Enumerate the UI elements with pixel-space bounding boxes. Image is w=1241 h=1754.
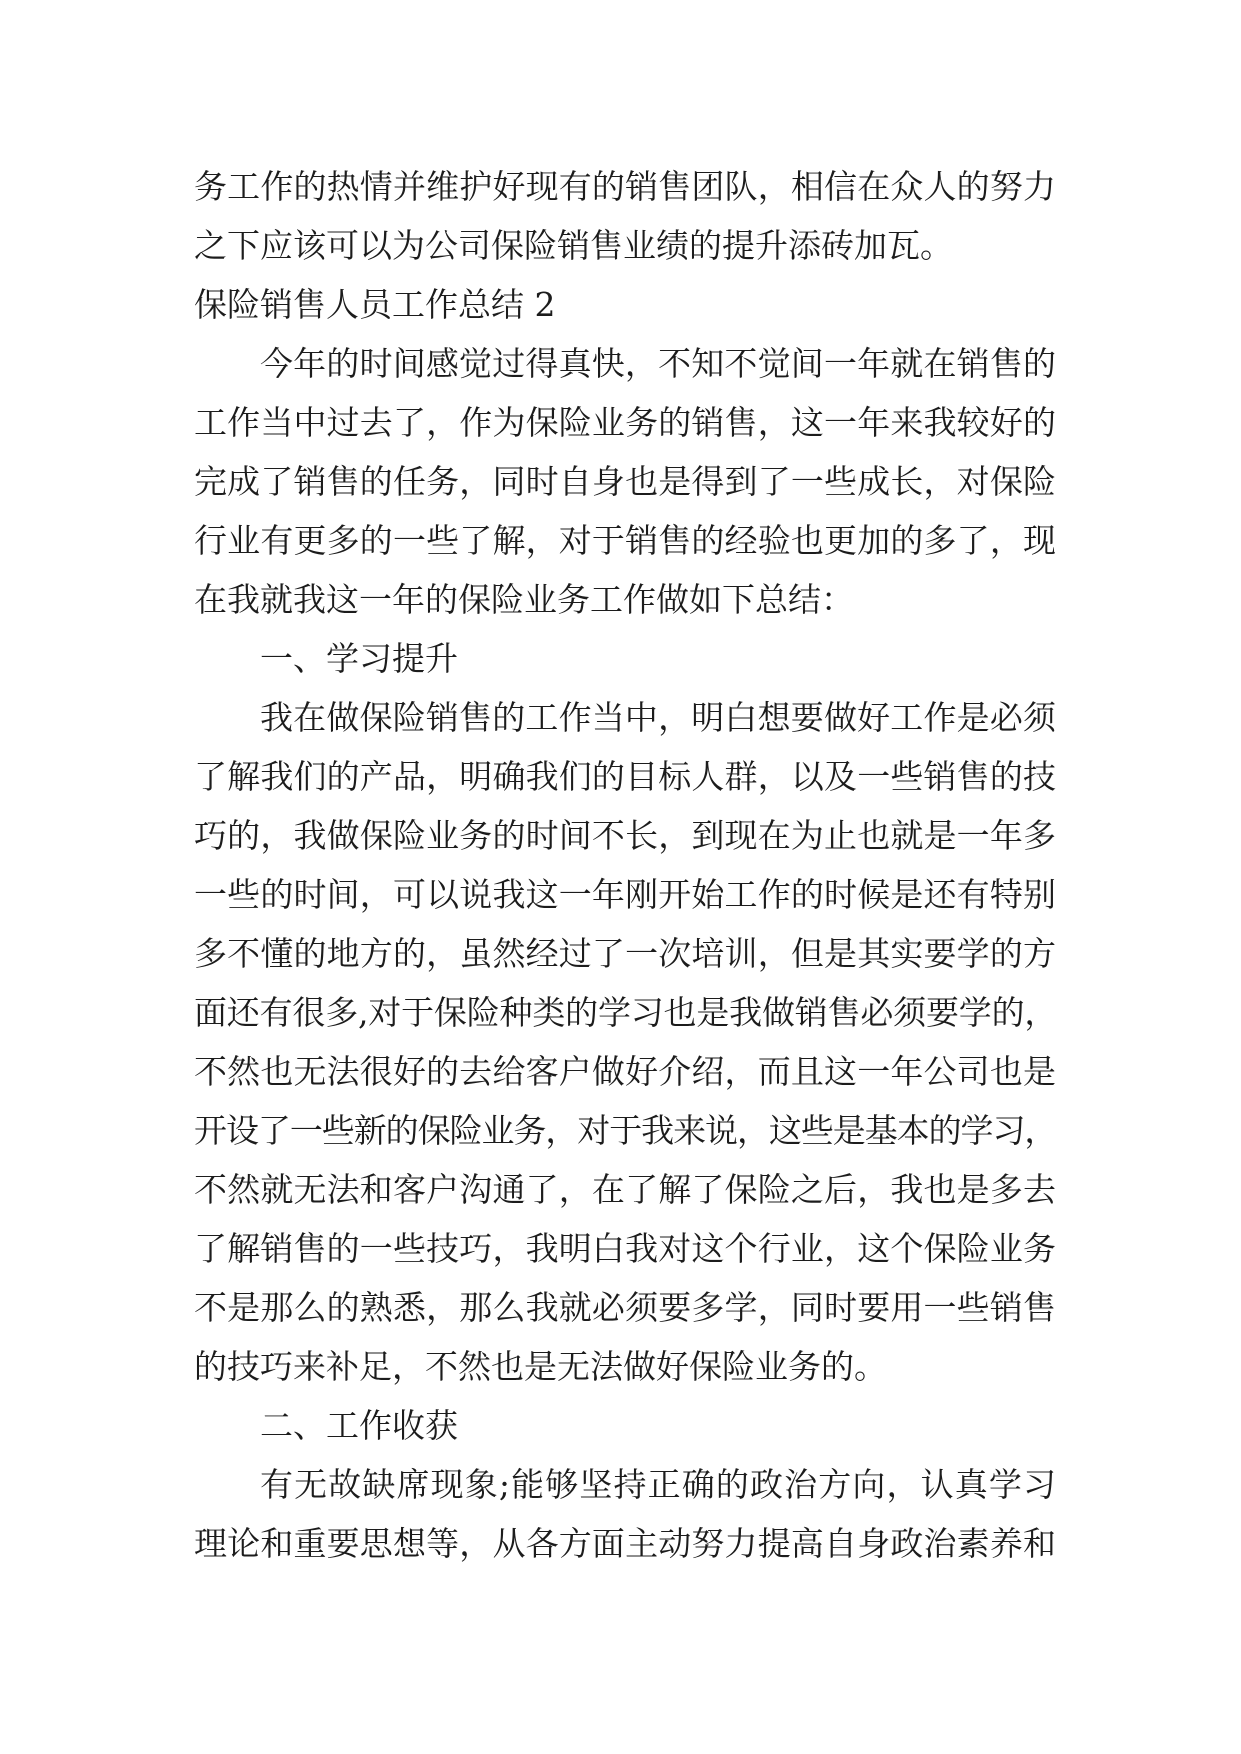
- text-line: 开设了一些新的保险业务，对于我来说，这些是基本的学习，: [194, 1111, 1056, 1150]
- text-line: 理论和重要思想等，从各方面主动努力提高自身政治素养和: [194, 1524, 1056, 1563]
- text-line: 在我就我这一年的保险业务工作做如下总结：: [194, 580, 854, 619]
- text-line: 我在做保险销售的工作当中，明白想要做好工作是必须: [260, 698, 1056, 737]
- text-line: 巧的，我做保险业务的时间不长，到现在为止也就是一年多: [194, 816, 1056, 855]
- text-line: 今年的时间感觉过得真快，不知不觉间一年就在销售的: [260, 344, 1056, 383]
- text-line: 多不懂的地方的，虽然经过了一次培训，但是其实要学的方: [194, 934, 1056, 973]
- text-line: 不然就无法和客户沟通了，在了解了保险之后，我也是多去: [194, 1170, 1056, 1209]
- text-line: 完成了销售的任务，同时自身也是得到了一些成长，对保险: [194, 462, 1056, 501]
- text-line: 不是那么的熟悉，那么我就必须要多学，同时要用一些销售: [194, 1288, 1056, 1327]
- text-line: 了解我们的产品，明确我们的目标人群，以及一些销售的技: [194, 757, 1056, 796]
- text-line: 一些的时间，可以说我这一年刚开始工作的时候是还有特别: [194, 875, 1056, 914]
- section-title: 保险销售人员工作总结 2: [194, 285, 556, 324]
- section-heading: 一、学习提升: [260, 639, 458, 678]
- text-line: 之下应该可以为公司保险销售业绩的提升添砖加瓦。: [194, 226, 953, 265]
- text-line: 面还有很多,对于保险种类的学习也是我做销售必须要学的，: [194, 993, 1056, 1032]
- text-line: 了解销售的一些技巧，我明白我对这个行业，这个保险业务: [194, 1229, 1056, 1268]
- text-line: 务工作的热情并维护好现有的销售团队，相信在众人的努力: [194, 167, 1056, 206]
- text-line: 有无故缺席现象;能够坚持正确的政治方向，认真学习: [260, 1465, 1056, 1504]
- text-line: 行业有更多的一些了解，对于销售的经验也更加的多了，现: [194, 521, 1056, 560]
- text-line: 不然也无法很好的去给客户做好介绍，而且这一年公司也是: [194, 1052, 1056, 1091]
- document-body: [194, 157, 1056, 1573]
- text-line: 的技巧来补足，不然也是无法做好保险业务的。: [194, 1347, 887, 1386]
- section-heading: 二、工作收获: [260, 1406, 458, 1445]
- text-line: 工作当中过去了，作为保险业务的销售，这一年来我较好的: [194, 403, 1056, 442]
